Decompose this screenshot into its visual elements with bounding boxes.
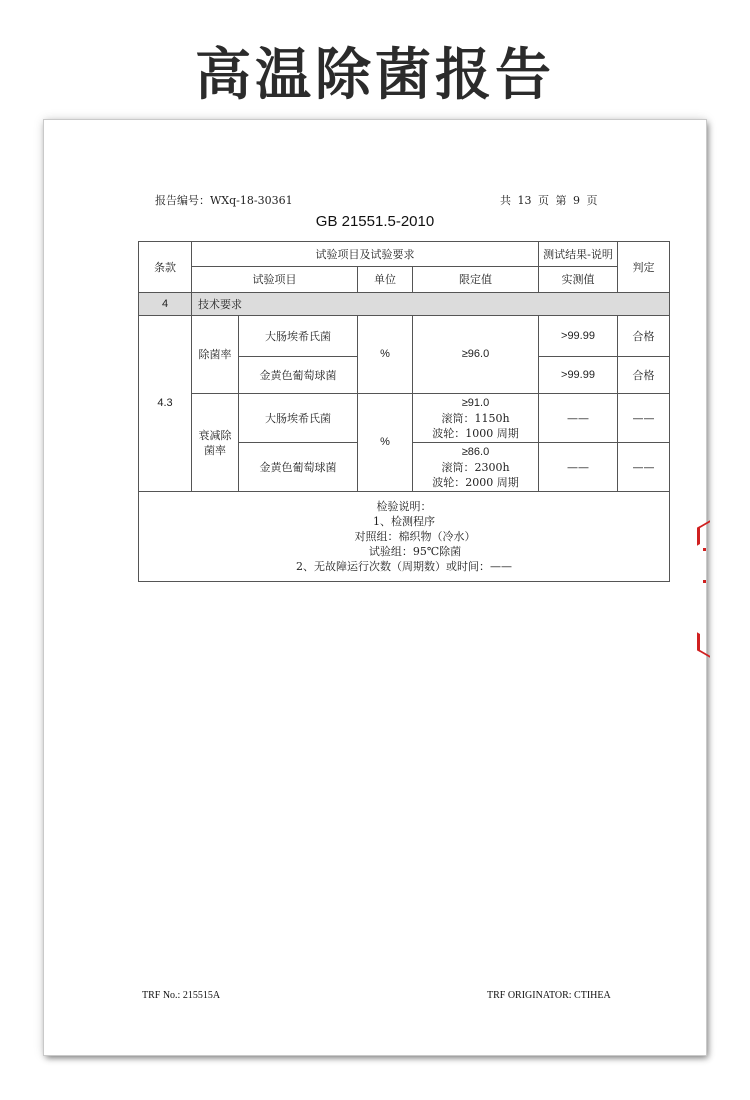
header-results: 测试结果-说明 [539, 242, 618, 267]
header-unit: 单位 [358, 267, 413, 293]
notes-line: 对照组：棉织物（冷水） [354, 530, 476, 543]
limit-line: 滚筒：1150h [441, 411, 510, 425]
report-sheet [44, 120, 706, 1055]
page-indicator: 共 13 页 第 9 页 [500, 194, 598, 207]
notes-heading: 检验说明： [376, 500, 432, 513]
verdict-value: —— [618, 394, 670, 443]
organism-name: 金黄色葡萄球菌 [239, 357, 358, 394]
test-notes [139, 492, 670, 582]
measured-value: >99.99 [539, 316, 618, 357]
notes-line: 2、无故障运行次数（周期数）或时间：—— [296, 560, 512, 573]
verdict-value: —— [618, 443, 670, 492]
limit-line: ≥86.0 [461, 445, 490, 458]
unit-value: % [358, 316, 413, 394]
notes-line: 1、检测程序 [373, 515, 435, 528]
limit-line: ≥91.0 [461, 396, 490, 409]
unit-value: % [358, 394, 413, 492]
limit-value: ≥96.0 [413, 316, 539, 394]
stamp-edge-mark [703, 580, 706, 583]
organism-name: 大肠埃希氏菌 [239, 316, 358, 357]
limit-block [413, 394, 539, 443]
measured-value: —— [539, 443, 618, 492]
limit-line: 波轮：2000 周期 [432, 475, 519, 489]
header-clause: 条款 [139, 242, 192, 293]
header-items-requirements: 试验项目及试验要求 [192, 242, 539, 267]
footer-trf-number: TRF No.: 215515A [142, 990, 221, 1001]
report-number: 报告编号：WXq-18-30361 [155, 194, 293, 207]
limit-line: 滚筒：2300h [441, 460, 510, 474]
standard-title: GB 21551.5-2010 [315, 213, 435, 230]
measured-value: —— [539, 394, 618, 443]
notes-line: 试验组：95℃除菌 [368, 545, 462, 558]
footer-trf-originator: TRF ORIGINATOR: CTIHEA [487, 990, 611, 1001]
sterilization-label: 除菌率 [192, 316, 239, 394]
measured-value: >99.99 [539, 357, 618, 394]
header-limit: 限定值 [413, 267, 539, 293]
header-measured: 实测值 [539, 267, 618, 293]
limit-block [413, 443, 539, 492]
section-title: 技术要求 [192, 293, 670, 316]
limit-line: 波轮：1000 周期 [432, 426, 519, 440]
results-table [138, 241, 670, 582]
clause-4-3: 4.3 [139, 316, 192, 492]
header-verdict: 判定 [618, 242, 670, 293]
decay-label: 衰减除菌率 [192, 394, 239, 492]
verdict-value: 合格 [618, 316, 670, 357]
header-test-item: 试验项目 [192, 267, 358, 293]
stamp-edge-mark [703, 548, 706, 551]
banner-title: 高温除菌报告 [195, 43, 555, 108]
section-clause: 4 [139, 293, 192, 316]
verdict-value: 合格 [618, 357, 670, 394]
organism-name: 大肠埃希氏菌 [239, 394, 358, 443]
organism-name: 金黄色葡萄球菌 [239, 443, 358, 492]
